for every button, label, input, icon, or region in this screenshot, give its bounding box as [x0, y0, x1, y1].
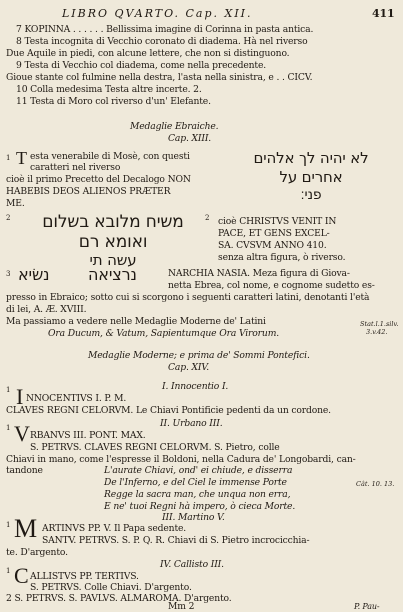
chapter-label: Cap. XIV.	[168, 362, 209, 373]
drop-initial: T	[16, 148, 27, 168]
item-number: 2	[6, 214, 11, 222]
text-line: te. D'argento.	[6, 547, 68, 558]
hebrew-inscription: נרציאה	[88, 265, 137, 284]
page-number: 411	[372, 7, 395, 20]
drop-initial: C	[14, 563, 29, 588]
text-line: NNOCENTIVS I. P. M.	[26, 393, 127, 404]
list-item: 8 Testa incognita di Vecchio coronato di diadema. Hà nel riverso	[16, 36, 308, 47]
hebrew-inscription: אחרים על	[279, 168, 343, 186]
verse-line: De l'Inferno, e del Ciel le immense Porte	[104, 477, 287, 488]
list-item: 7 KOPINNA . . . . . . Bellissima imagine di Corinna in pasta antica.	[16, 24, 314, 35]
text-line: cioè il primo Precetto del Decalogo NON	[6, 174, 191, 185]
item-number: 3	[6, 270, 11, 278]
list-item: 9 Testa di Vecchio col diadema, come nella precedente.	[16, 60, 267, 71]
text-line: ME.	[6, 198, 25, 209]
item-number: 1	[6, 521, 11, 529]
text-line: netta Ebrea, col nome, e cognome sudetto es-	[168, 280, 375, 291]
list-item: Gioue stante col fulmine nella destra, l'asta nella sinistra, e . . CICV.	[6, 72, 313, 83]
hebrew-inscription: ואומא רם	[78, 232, 148, 252]
drop-initial: M	[14, 514, 37, 543]
hebrew-inscription: משיח מלובא בשלום	[42, 212, 184, 232]
subsection-title: I. Innocentio I.	[162, 381, 229, 392]
margin-note: Cât. 10. 13.	[356, 480, 395, 488]
drop-initial: V	[14, 421, 30, 446]
text-line: ALLISTVS PP. TERTIVS.	[30, 571, 139, 582]
signature-mark: Mm 2	[168, 601, 195, 612]
hebrew-inscription: נשׂיא	[18, 265, 50, 284]
text-line: 2 S. PETRVS. S. PAVLVS. ALMAROMA. D'argento.	[6, 593, 232, 604]
text-line: esta venerabile di Mosè, con questi	[30, 151, 190, 162]
chapter-label: Cap. XIII.	[168, 133, 212, 144]
subsection-title: III. Martino V.	[162, 512, 225, 523]
text-line: S. PETRVS. Colle Chiavi. D'argento.	[30, 582, 192, 593]
subsection-title: II. Urbano III.	[160, 418, 223, 429]
item-number: 1	[6, 424, 11, 432]
running-title: LIBRO QVARTO. Cap. XII.	[62, 7, 253, 20]
hebrew-inscription: פני׃	[300, 187, 322, 203]
item-number: 1	[6, 154, 11, 162]
text-line: RBANVS III. PONT. MAX.	[30, 430, 146, 441]
text-line: tandone	[6, 465, 43, 476]
item-number: 2	[205, 214, 210, 222]
hebrew-inscription: לא יהיה לך אלהים	[253, 149, 369, 167]
text-line: caratteri nel riverso	[30, 162, 121, 173]
list-item: Due Aquile in piedi, con alcune lettere, che non si distinguono.	[6, 48, 290, 59]
text-line: SA. CVSVM ANNO 410.	[218, 240, 327, 251]
verse-line: L'aurate Chiavi, ond' ei chiude, e disserra	[104, 465, 293, 476]
hebrew-inscription: עשה תי	[89, 251, 137, 269]
text-line: Ma passiamo a vedere nelle Medaglie Moderne de' Latini	[6, 316, 266, 327]
list-item: 10 Colla medesima Testa altre incerte. 2.	[16, 84, 202, 95]
text-line: PACE, ET GENS EXCEL-	[218, 228, 330, 239]
text-line: senza altra figura, ò riverso.	[218, 252, 346, 263]
text-line: Chiavi in mano, come l'espresse il Boldoni, nella Cadura de' Longobardi, can-	[6, 454, 356, 465]
list-item: 11 Testa di Moro col riverso d'un' Elefante.	[16, 96, 211, 107]
section-title: Medaglie Moderne; e prima de' Sommi Pontefici.	[88, 350, 310, 361]
drop-initial: I	[16, 384, 24, 409]
verse-line: E ne' tuoi Regni hà impero, ò cieca Morte.	[104, 501, 296, 512]
item-number: 1	[6, 386, 11, 394]
subsection-title: IV. Callisto III.	[160, 559, 224, 570]
text-line: CLAVES REGNI CELORVM. Le Chiavi Pontificie pedenti da un cordone.	[6, 405, 331, 416]
margin-note: Stat.l.1.silv.	[360, 320, 399, 328]
text-line: SANTV. PETRVS. S. P. Q. R. Chiavi di S. Pietro incrocicchia-	[42, 535, 310, 546]
text-line: presso in Ebraico; sotto cui si scorgono i seguenti caratteri latini, denotanti l'età	[6, 292, 370, 303]
text-line: di lei, A. Æ. XVIII.	[6, 304, 87, 315]
section-title: Medaglie Ebraiche.	[130, 121, 219, 132]
quotation-line: Ora Ducum, & Vatum, Sapientumque Ora Virorum.	[48, 328, 280, 339]
catchword: P. Pau-	[354, 602, 380, 611]
item-number: 1	[6, 567, 11, 575]
verse-line: Regge la sacra man, che unqua non erra,	[104, 489, 291, 500]
text-line: HABEBIS DEOS ALIENOS PRÆTER	[6, 186, 171, 197]
text-line: cioè CHRISTVS VENIT IN	[218, 216, 337, 227]
text-line: S. PETRVS. CLAVES REGNI CELORVM. S. Pietro, colle	[30, 442, 280, 453]
text-line: ARTINVS PP. V. Il Papa sedente.	[42, 523, 187, 534]
margin-note: 3.v.42.	[366, 328, 388, 336]
text-line: NARCHIA NASIA. Meza figura di Giova-	[168, 268, 350, 279]
